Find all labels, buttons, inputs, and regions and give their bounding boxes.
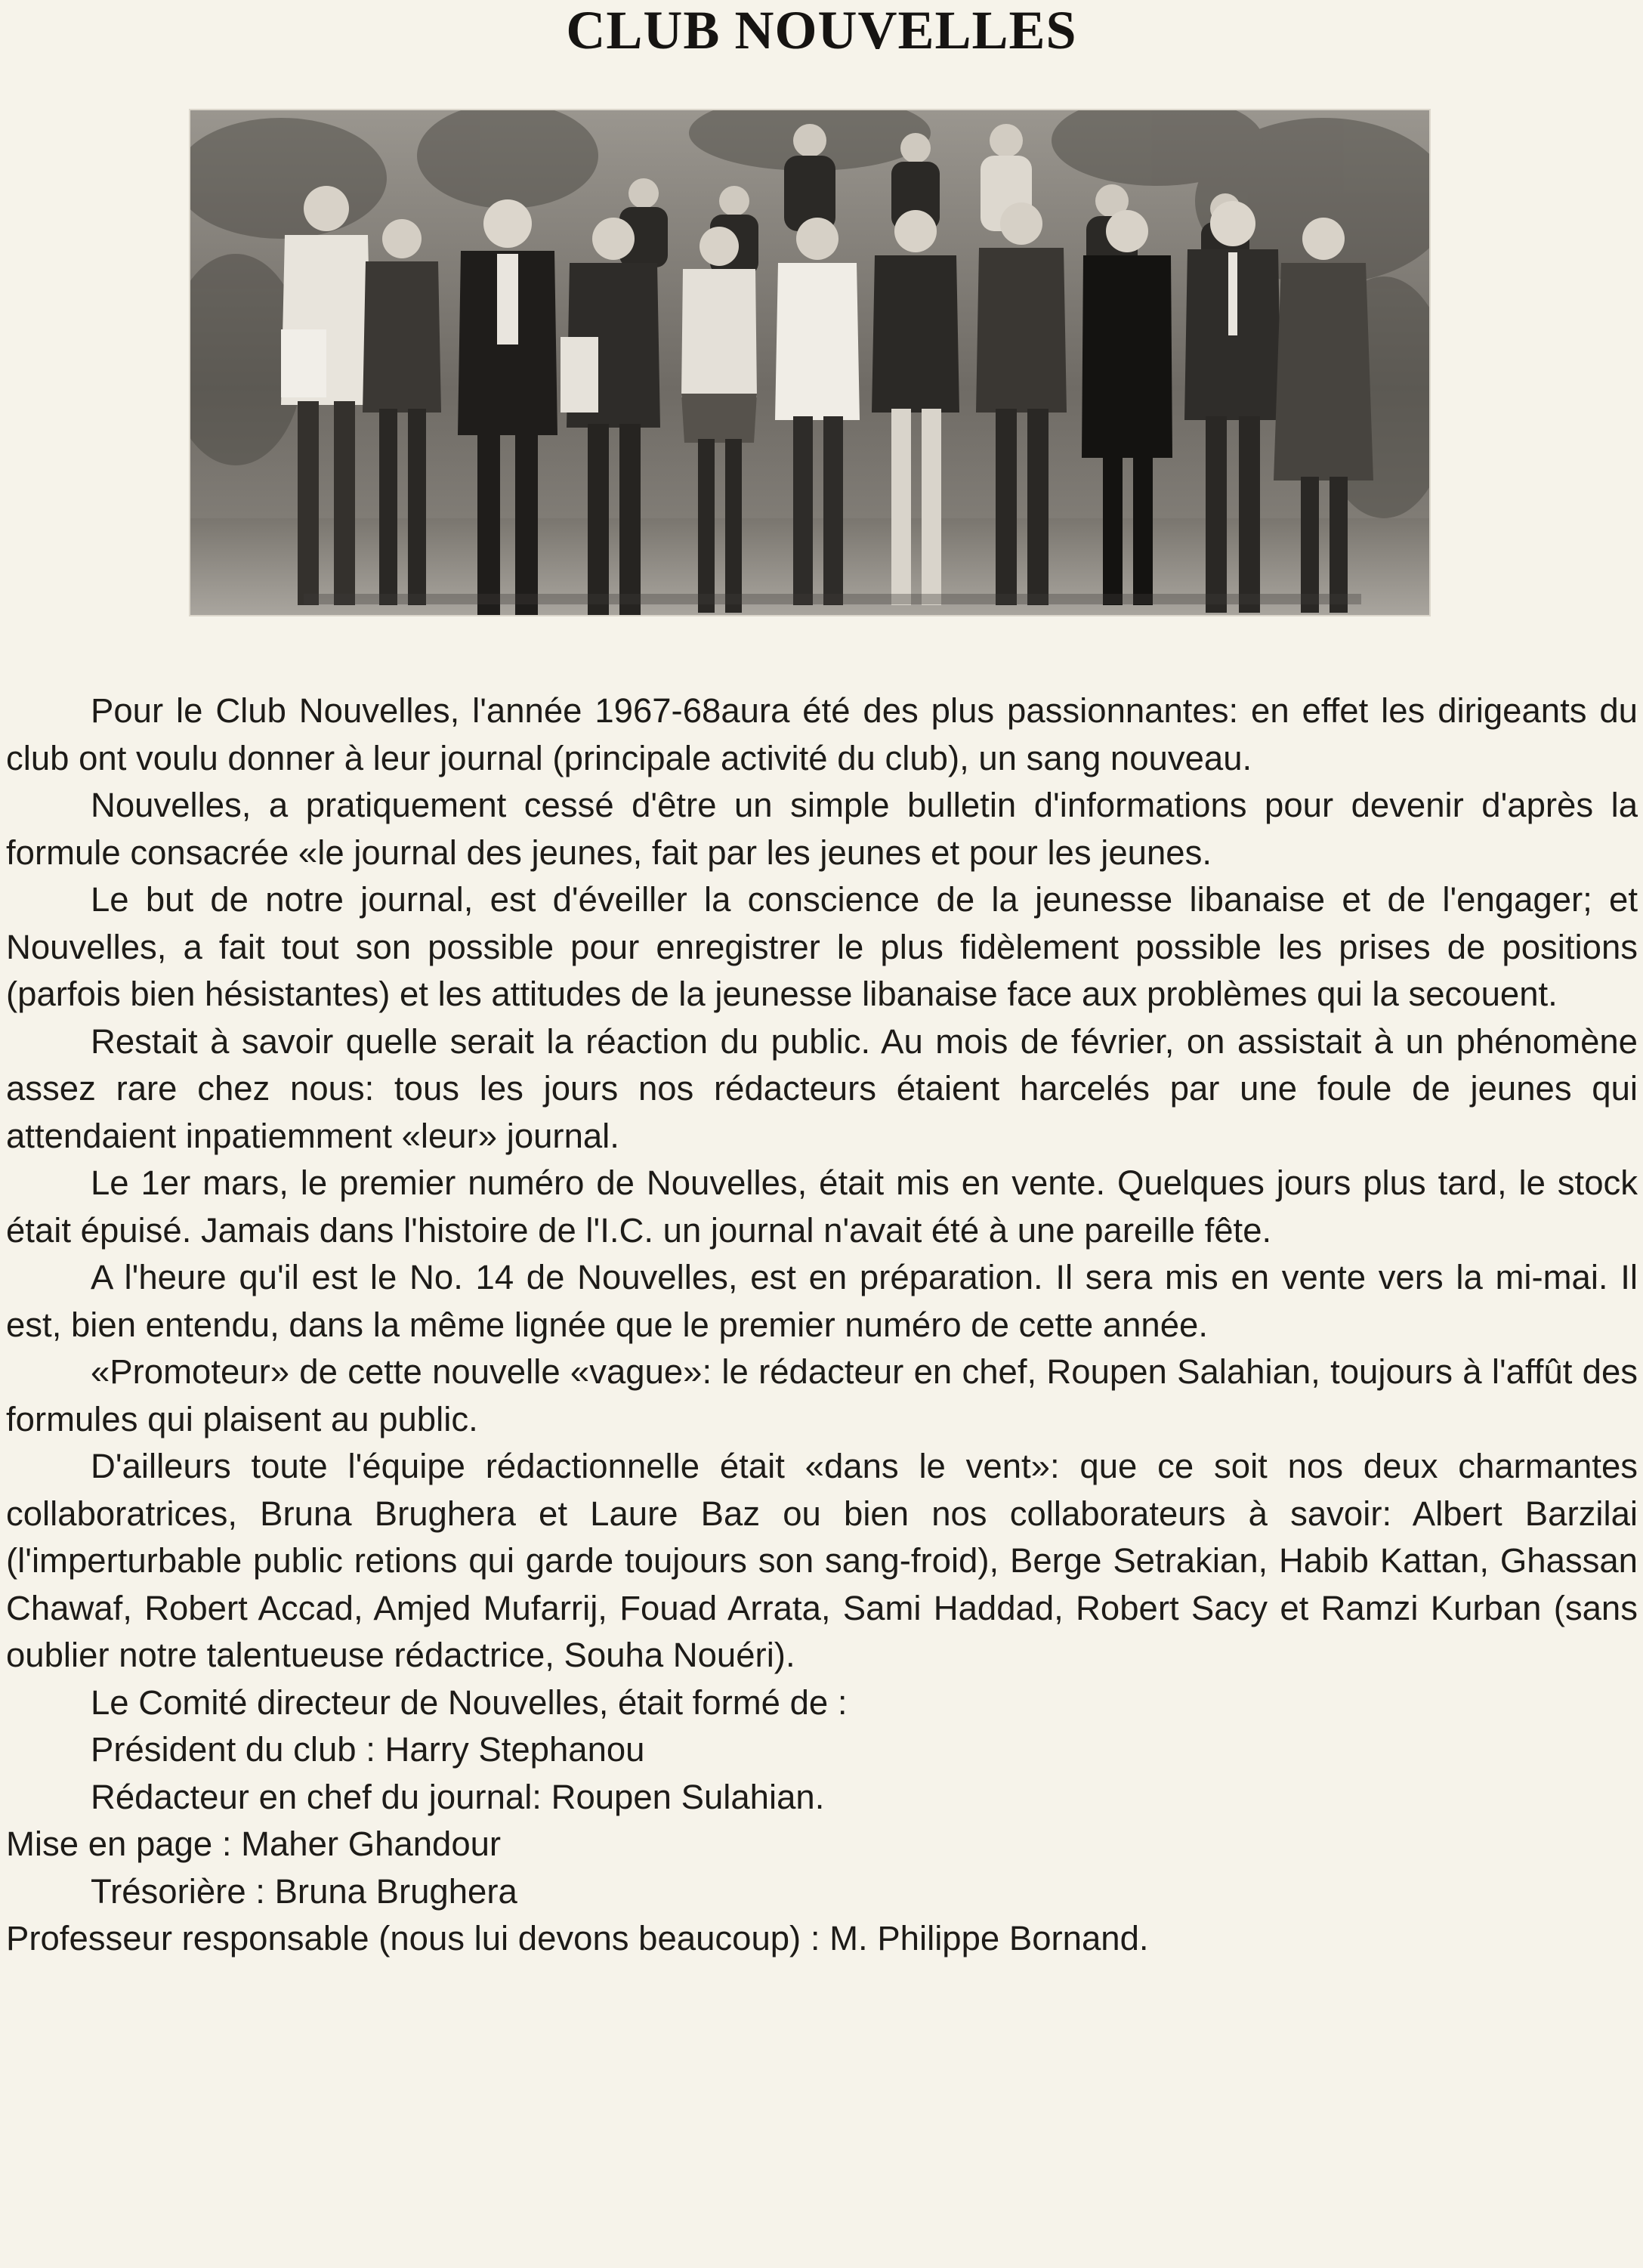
article-paragraph: «Promoteur» de cette nouvelle «vague»: le rédacteur en chef, Roupen Salahian, toujours à l'affût des formules qui plaisent au public. bbox=[6, 1352, 1638, 1438]
committee-layout: Mise en page : Maher Ghandour bbox=[6, 1825, 502, 1863]
committee-professor: Professeur responsable (nous lui devons beaucoup) : M. Philippe Bornand. bbox=[6, 1919, 1149, 1957]
group-photo-image bbox=[190, 110, 1429, 615]
committee-intro: Le Comité directeur de Nouvelles, était formé de : bbox=[91, 1682, 848, 1722]
group-photo bbox=[190, 110, 1429, 615]
committee-editor: Rédacteur en chef du journal: Roupen Sulahian. bbox=[91, 1777, 825, 1816]
article-paragraph: Le 1er mars, le premier numéro de Nouvelles, était mis en vente. Quelques jours plus tard, le stock était épuisé. Jamais dans l'histoire de l'I.C. un journal n'avait été à une pareille fête. bbox=[6, 1163, 1638, 1250]
committee-treasurer: Trésorière : Bruna Brughera bbox=[91, 1871, 517, 1911]
article-paragraph: Nouvelles, a pratiquement cessé d'être un simple bulletin d'informations pour devenir d'après la formule consacrée «le journal des jeunes, fait par les jeunes et pour les jeunes. bbox=[6, 786, 1638, 872]
committee-president: Président du club : Harry Stephanou bbox=[91, 1730, 645, 1769]
article-paragraph: Le but de notre journal, est d'éveiller la conscience de la jeunesse libanaise et de l'engager; et Nouvelles, a fait tout son possible pour enregistrer le plus fidèlement possible les prises de positions (parfois bien hésistantes) et les attitudes de la jeunesse libanaise face aux problèmes qui la secouent. bbox=[6, 880, 1638, 1013]
article-paragraph: Restait à savoir quelle serait la réaction du public. Au mois de février, on assistait à un phénomène assez rare chez nous: tous les jours nos rédacteurs étaient harcelés par une foule de jeunes qui attendaient inpatiemment «leur» journal. bbox=[6, 1021, 1638, 1155]
page-title: CLUB NOUVELLES bbox=[566, 0, 1077, 60]
article-paragraph: A l'heure qu'il est le No. 14 de Nouvelles, est en préparation. Il sera mis en vente vers la mi-mai. Il est, bien entendu, dans la même lignée que le premier numéro de cette année. bbox=[6, 1258, 1638, 1344]
article-paragraph: D'ailleurs toute l'équipe rédactionnelle était «dans le vent»: que ce soit nos deux charmantes collaboratrices, Bruna Brughera et Laure Baz ou bien nos collaborateurs à savoir: Albert Barzilai (l'imperturbable public retions qui garde toujours son sang-froid), Berge Setrakian, Habib Kattan, Ghassan Chawaf, Robert Accad, Amjed Mufarrij, Fouad Arrata, Sami Haddad, Robert Sacy et Ramzi Kurban (sans oublier notre talentueuse rédactrice, Souha Nouéri). bbox=[6, 1447, 1638, 1674]
article-body bbox=[6, 688, 1638, 1963]
article-paragraph: Pour le Club Nouvelles, l'année 1967-68aura été des plus passionnantes: en effet les dirigeants du club ont voulu donner à leur journal (principale activité du club), un sang nouveau. bbox=[6, 691, 1638, 777]
committee-list bbox=[6, 1679, 1638, 1963]
